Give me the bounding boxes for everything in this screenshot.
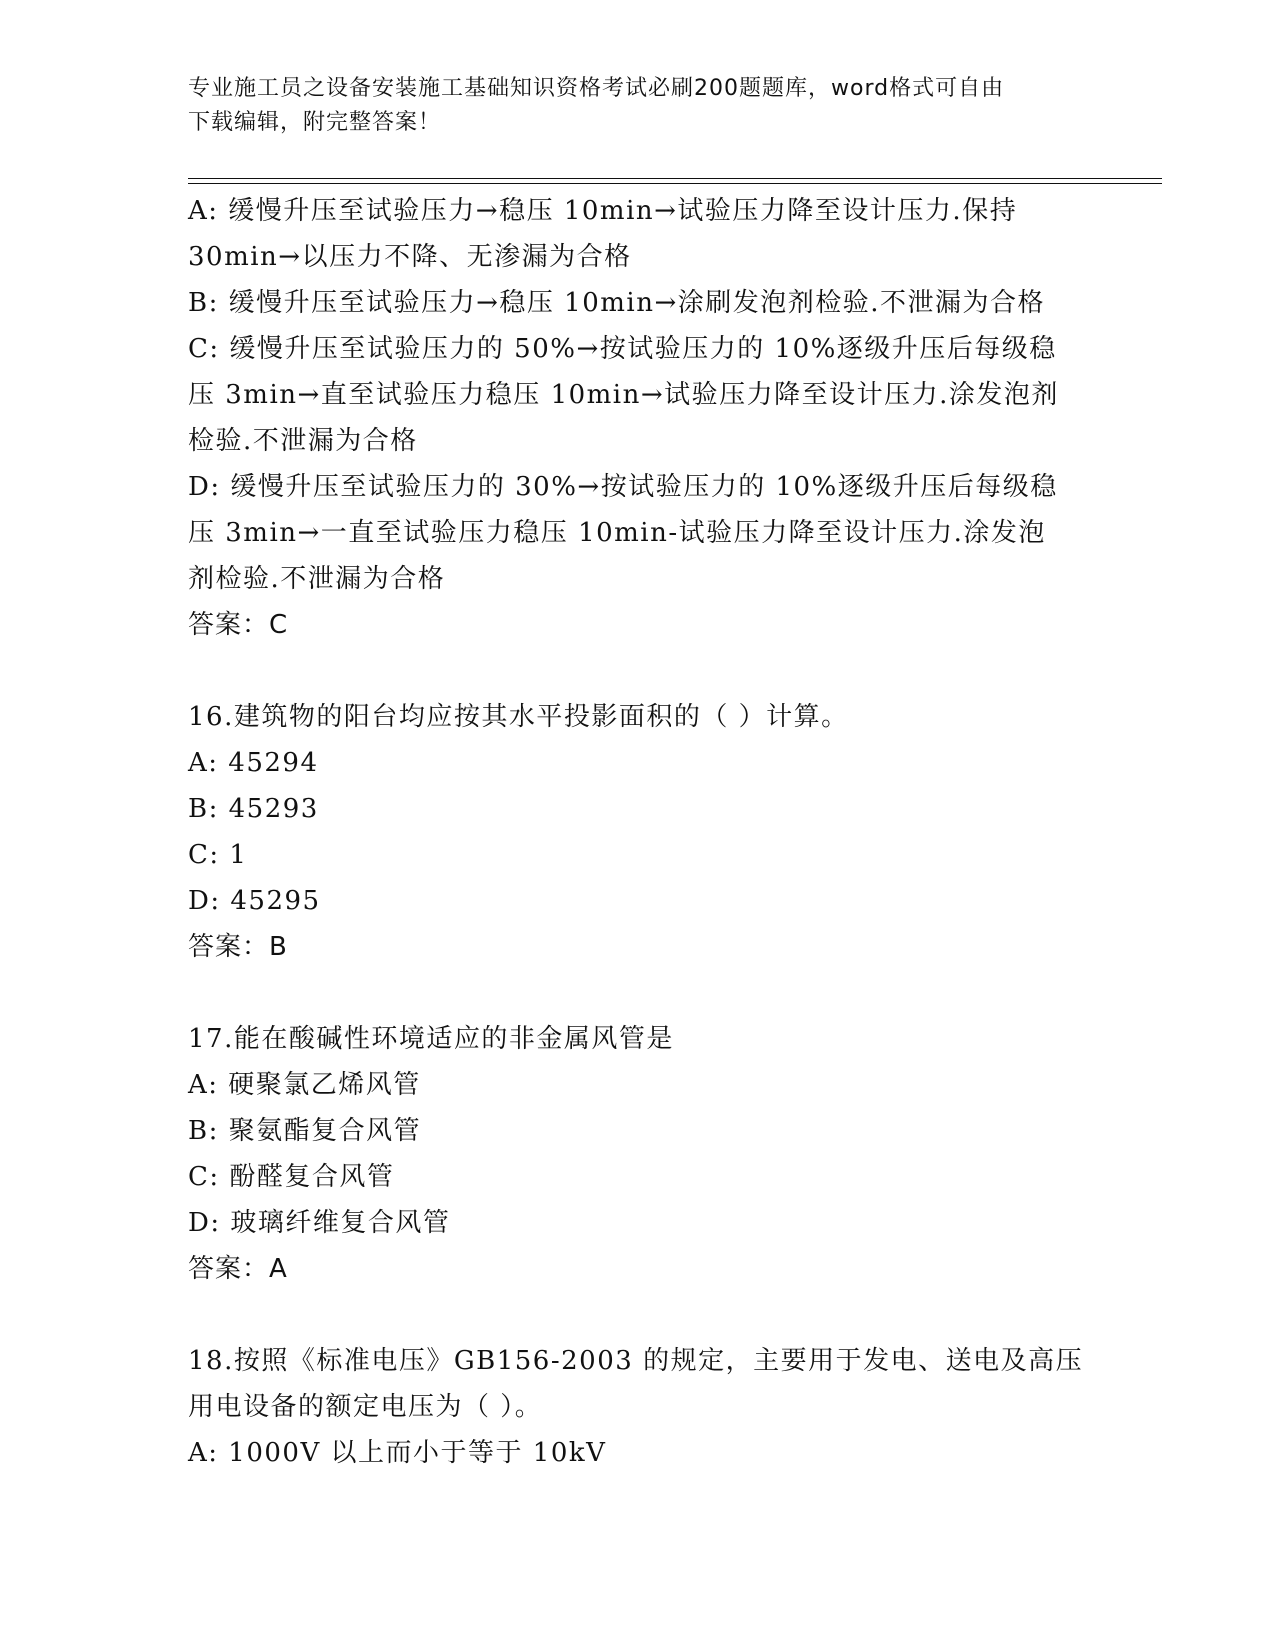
q16-option-b: B: 45293 [188,794,319,824]
q17-answer: 答案：A [188,1254,288,1284]
q15-option-d-line-2: 压 3min→一直至试验压力稳压 10min-试验压力降至设计压力.涂发泡 [188,518,1046,548]
question-17 [188,1016,1088,1292]
q18-stem-line-1: 18.按照《标准电压》GB156-2003 的规定，主要用于发电、送电及高压 [188,1346,1084,1376]
q16-option-c: C: 1 [188,840,248,870]
q16-option-a: A: 45294 [188,748,319,778]
q16-stem: 16.建筑物的阳台均应按其水平投影面积的（ ）计算。 [188,702,849,732]
q18-option-a: A: 1000V 以上而小于等于 10kV [188,1438,607,1468]
q15-option-c-line-2: 压 3min→直至试验压力稳压 10min→试验压力降至设计压力.涂发泡剂 [188,380,1059,410]
q17-option-b: B: 聚氨酯复合风管 [188,1116,422,1146]
q18-stem-line-2: 用电设备的额定电压为（ ）。 [188,1392,543,1422]
q15-option-c-line-1: C: 缓慢升压至试验压力的 50%→按试验压力的 10%逐级升压后每级稳 [188,334,1057,364]
q15-option-b: B: 缓慢升压至试验压力→稳压 10min→涂刷发泡剂检验.不泄漏为合格 [188,288,1046,318]
q16-option-d: D: 45295 [188,886,321,916]
q15-option-a-line-2: 30min→以压力不降、无渗漏为合格 [188,242,632,272]
spacer [188,648,1088,694]
q17-stem: 17.能在酸碱性环境适应的非金属风管是 [188,1024,674,1054]
spacer [188,1292,1088,1338]
question-16 [188,694,1088,970]
q17-option-a: A: 硬聚氯乙烯风管 [188,1070,421,1100]
question-list [188,188,1088,1476]
q15-option-d-line-3: 剂检验.不泄漏为合格 [188,564,446,594]
spacer [188,970,1088,1016]
q15-option-a-line-1: A: 缓慢升压至试验压力→稳压 10min→试验压力降至设计压力.保持 [188,196,1018,226]
header-line-1: 专业施工员之设备安装施工基础知识资格考试必刷200题题库，word格式可自由 [188,76,1005,101]
q15-answer: 答案：C [188,610,289,640]
q15-option-d-line-1: D: 缓慢升压至试验压力的 30%→按试验压力的 10%逐级升压后每级稳 [188,472,1058,502]
header-divider [188,178,1162,184]
q17-option-c: C: 酚醛复合风管 [188,1162,395,1192]
q17-option-d: D: 玻璃纤维复合风管 [188,1208,451,1238]
question-18 [188,1338,1088,1476]
question-15-options [188,188,1088,648]
header-line-2: 下载编辑，附完整答案！ [188,110,442,135]
q15-option-c-line-3: 检验.不泄漏为合格 [188,426,418,456]
q16-answer: 答案：B [188,932,288,962]
document-header [188,72,1088,140]
